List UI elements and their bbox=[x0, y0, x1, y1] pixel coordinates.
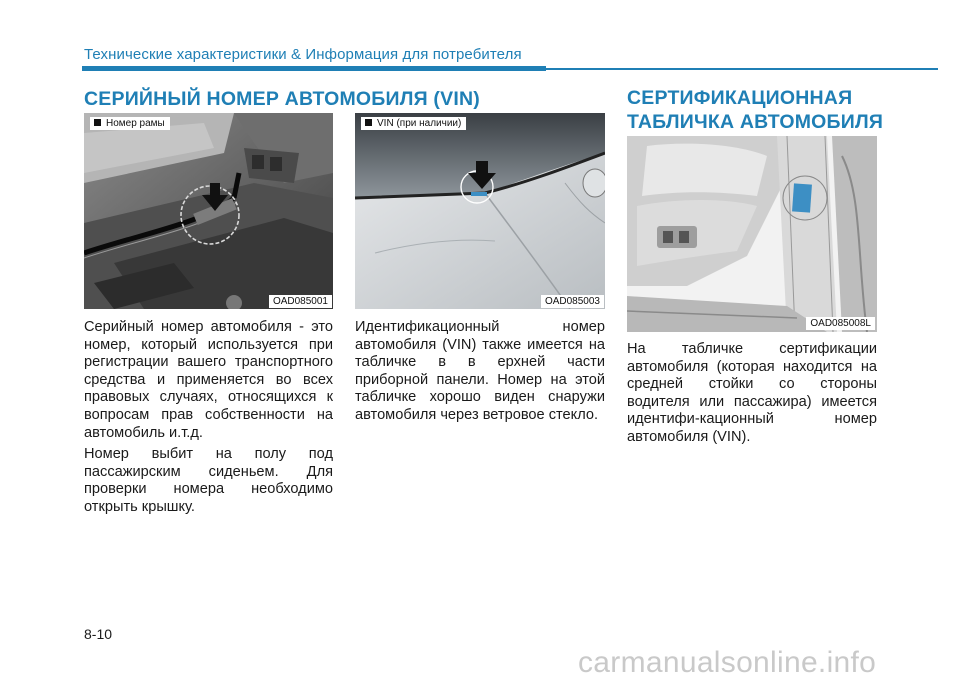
paragraph: Идентификационный номер автомобиля (VIN) также имеется на табличке в в ерхней части приборной панели. Номер на этой табличке хорошо виден снаружи автомобиля через ветровое стекло. bbox=[355, 319, 605, 423]
windshield-hood-illustration bbox=[355, 113, 605, 309]
header-bar bbox=[82, 66, 546, 71]
square-bullet-icon bbox=[365, 119, 372, 126]
section-title-cert: СЕРТИФИКАЦИОННАЯ ТАБЛИЧКА АВТОМОБИЛЯ bbox=[627, 87, 884, 133]
text-column-1 bbox=[84, 319, 333, 521]
door-pillar-illustration bbox=[627, 136, 877, 332]
figure-caption bbox=[90, 117, 170, 130]
watermark: carmanualsonline.info bbox=[578, 646, 877, 679]
figure-caption bbox=[361, 117, 466, 130]
figure-vin-plate bbox=[355, 113, 605, 309]
figure-caption-text: VIN (при наличии) bbox=[377, 118, 462, 129]
page-number: 8-10 bbox=[84, 626, 113, 642]
section-title-vin: СЕРИЙНЫЙ НОМЕР АВТОМОБИЛЯ (VIN) bbox=[84, 88, 480, 110]
floor-seat-illustration bbox=[84, 113, 333, 309]
paragraph: Серийный номер автомобиля - это номер, который используется при регистрации вашего транспортного средства и применяется во всех правовых случаях, относящихся к вопросам прав собственности на автомобиль и.т.д. bbox=[84, 319, 333, 441]
figure-code: OAD085008L bbox=[806, 317, 875, 330]
square-bullet-icon bbox=[94, 119, 101, 126]
figure-cert-plate bbox=[627, 136, 877, 332]
paragraph: На табличке сертификации автомобиля (которая находится на средней стойки со стороны водителя или пассажира) имеется идентифи-кационный номер автомобиля (VIN). bbox=[627, 341, 877, 445]
figure-code: OAD085003 bbox=[541, 295, 604, 308]
figure-code: OAD085001 bbox=[269, 295, 332, 308]
paragraph: Номер выбит на полу под пассажирским сиденьем. Для проверки номера необходимо открыть крышку. bbox=[84, 446, 333, 515]
figure-frame-number bbox=[84, 113, 333, 309]
figure-caption-text: Номер рамы bbox=[106, 118, 165, 129]
text-column-2 bbox=[355, 319, 605, 429]
header-line bbox=[546, 68, 938, 70]
header-title: Технические характеристики & Информация для потребителя bbox=[84, 46, 522, 63]
text-column-3 bbox=[627, 341, 877, 451]
